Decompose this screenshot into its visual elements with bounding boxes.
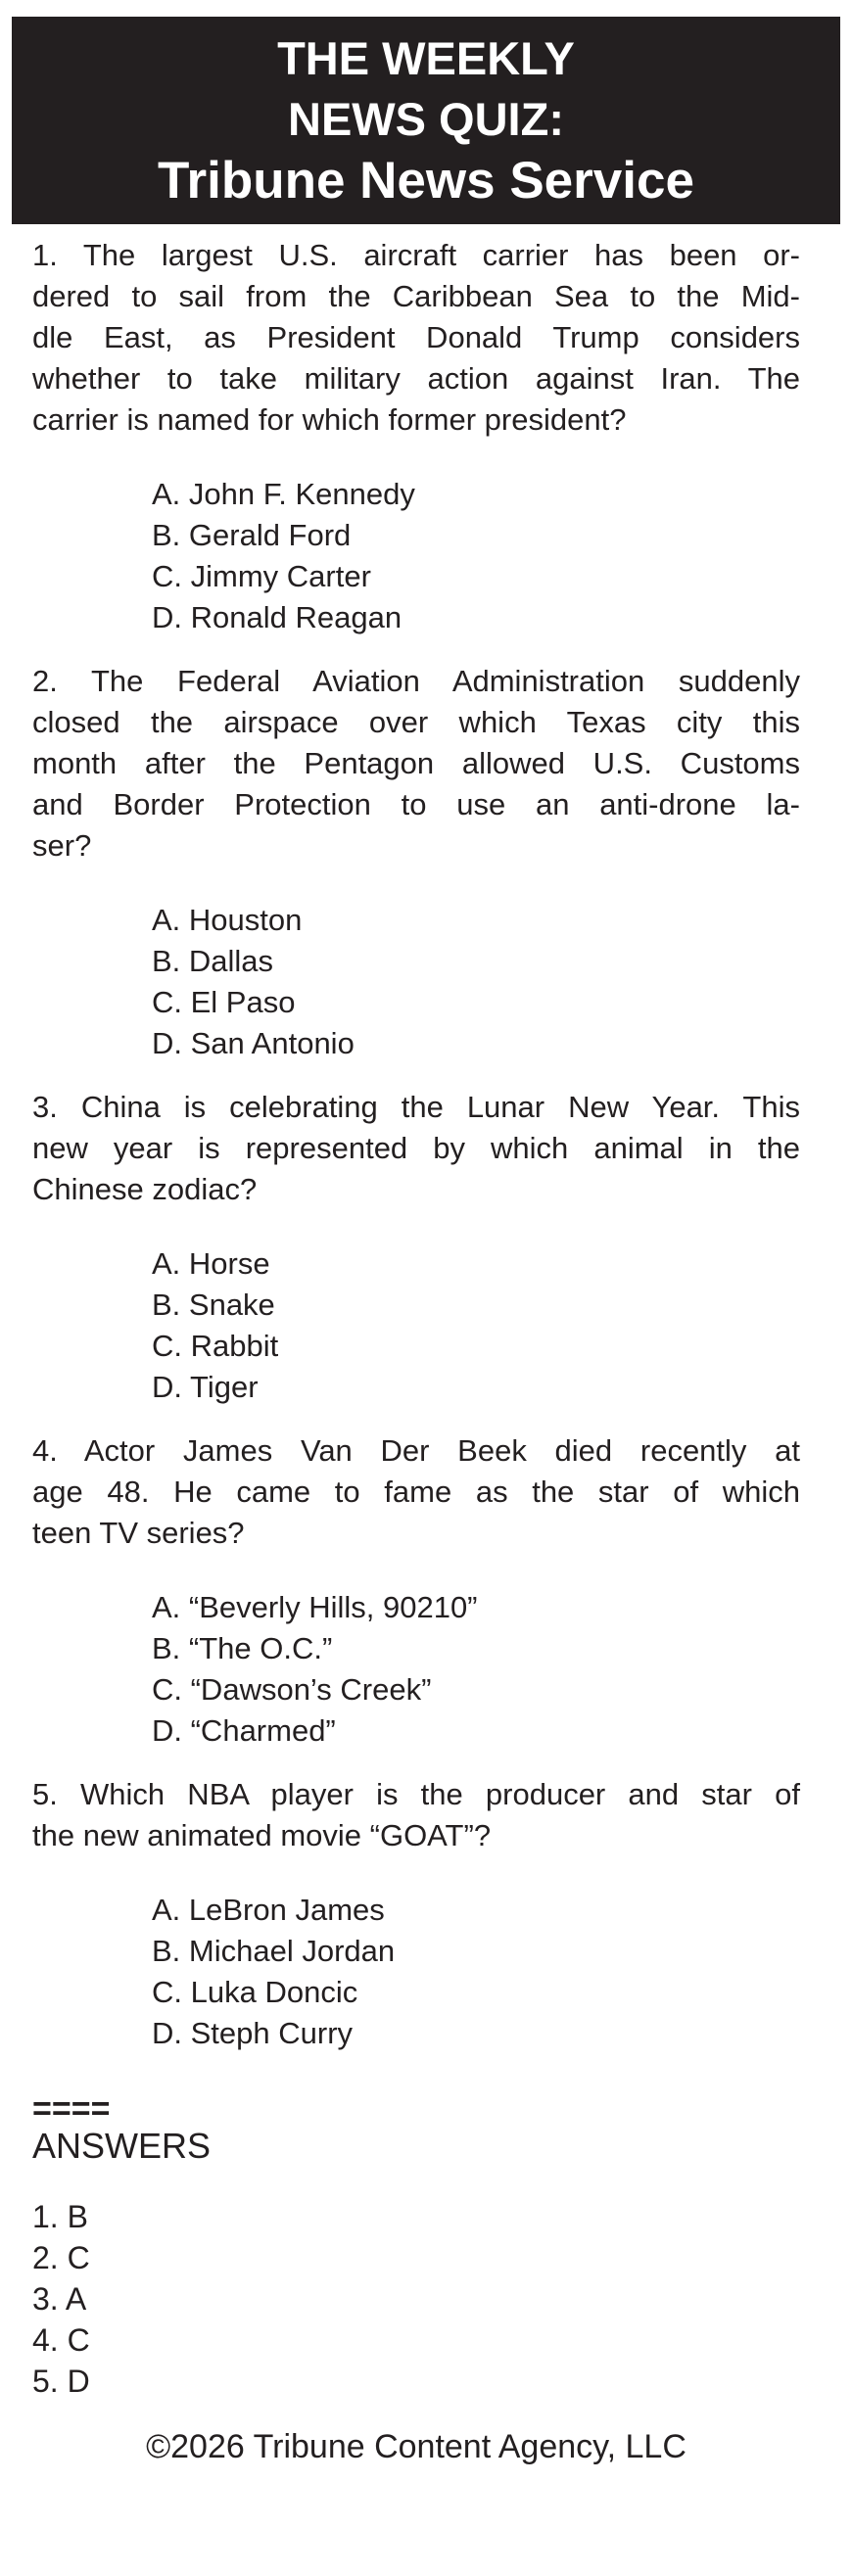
option-item: C. Rabbit bbox=[152, 1329, 279, 1363]
question-line: Chinese zodiac? bbox=[32, 1172, 258, 1206]
question-line: closed the airspace over which Texas city this bbox=[32, 705, 800, 739]
option-item: B. Michael Jordan bbox=[152, 1934, 396, 1968]
question-line: 5. Which NBA player is the producer and star of bbox=[32, 1777, 800, 1811]
question-line: carrier is named for which former president? bbox=[32, 402, 627, 437]
answers-heading: ANSWERS bbox=[32, 2126, 212, 2166]
option-item: B. Snake bbox=[152, 1288, 275, 1322]
answer-item: 2. C bbox=[32, 2240, 90, 2275]
answer-item: 1. B bbox=[32, 2199, 88, 2234]
question-line: teen TV series? bbox=[32, 1516, 245, 1550]
question-line: dered to sail from the Caribbean Sea to the Mid- bbox=[32, 279, 800, 313]
question-line: the new animated movie “GOAT”? bbox=[32, 1818, 492, 1852]
option-item: D. “Charmed” bbox=[152, 1713, 336, 1748]
option-item: A. Houston bbox=[152, 903, 303, 937]
option-item: C. Jimmy Carter bbox=[152, 559, 371, 593]
options-list bbox=[152, 1587, 800, 1752]
question-paragraph bbox=[32, 1087, 800, 1210]
header-title-line-3: Tribune News Service bbox=[158, 152, 694, 210]
option-item: C. El Paso bbox=[152, 985, 296, 1019]
option-item: A. Horse bbox=[152, 1246, 270, 1281]
question-paragraph bbox=[32, 235, 800, 441]
answer-item: 4. C bbox=[32, 2322, 90, 2358]
option-item: D. Steph Curry bbox=[152, 2016, 354, 2050]
option-item: B. Dallas bbox=[152, 944, 274, 978]
options-list bbox=[152, 1243, 800, 1408]
option-item: D. San Antonio bbox=[152, 1026, 355, 1060]
option-item: B. Gerald Ford bbox=[152, 518, 352, 552]
answers-list bbox=[32, 2196, 800, 2402]
answer-item: 5. D bbox=[32, 2364, 90, 2399]
question-line: dle East, as President Donald Trump considers bbox=[32, 320, 800, 354]
option-item: C. “Dawson’s Creek” bbox=[152, 1672, 432, 1707]
question-paragraph bbox=[32, 661, 800, 866]
question-line: 1. The largest U.S. aircraft carrier has been or- bbox=[32, 238, 800, 272]
header-banner bbox=[12, 17, 840, 224]
answer-item: 3. A bbox=[32, 2281, 87, 2317]
option-item: D. Ronald Reagan bbox=[152, 600, 402, 634]
header-title-line-2: NEWS QUIZ: bbox=[288, 93, 564, 145]
option-item: A. “Beverly Hills, 90210” bbox=[152, 1590, 478, 1624]
questions bbox=[32, 235, 800, 2054]
content-column bbox=[32, 235, 800, 2467]
question-line: whether to take military action against Iran. The bbox=[32, 361, 800, 396]
question-line: 2. The Federal Aviation Administration suddenly bbox=[32, 664, 800, 698]
question-line: and Border Protection to use an anti-drone la- bbox=[32, 787, 800, 821]
question-line: ser? bbox=[32, 828, 92, 863]
question-line: 4. Actor James Van Der Beek died recently at bbox=[32, 1433, 800, 1468]
divider: ==== bbox=[32, 2090, 111, 2128]
footer-copyright: ©2026 Tribune Content Agency, LLC bbox=[146, 2428, 686, 2465]
question-line: age 48. He came to fame as the star of which bbox=[32, 1475, 800, 1509]
option-item: A. John F. Kennedy bbox=[152, 477, 415, 511]
question-line: 3. China is celebrating the Lunar New Year. This bbox=[32, 1090, 800, 1124]
options-list bbox=[152, 1890, 800, 2054]
question-line: new year is represented by which animal in the bbox=[32, 1131, 800, 1165]
options-list bbox=[152, 900, 800, 1064]
header-title-line-1: THE WEEKLY bbox=[277, 32, 575, 84]
option-item: D. Tiger bbox=[152, 1370, 259, 1404]
question-paragraph bbox=[32, 1774, 800, 1856]
option-item: B. “The O.C.” bbox=[152, 1631, 333, 1665]
question-line: month after the Pentagon allowed U.S. Customs bbox=[32, 746, 800, 780]
option-item: A. LeBron James bbox=[152, 1893, 385, 1927]
option-item: C. Luka Doncic bbox=[152, 1975, 358, 2009]
page bbox=[0, 17, 852, 2576]
options-list bbox=[152, 474, 800, 638]
question-paragraph bbox=[32, 1430, 800, 1554]
